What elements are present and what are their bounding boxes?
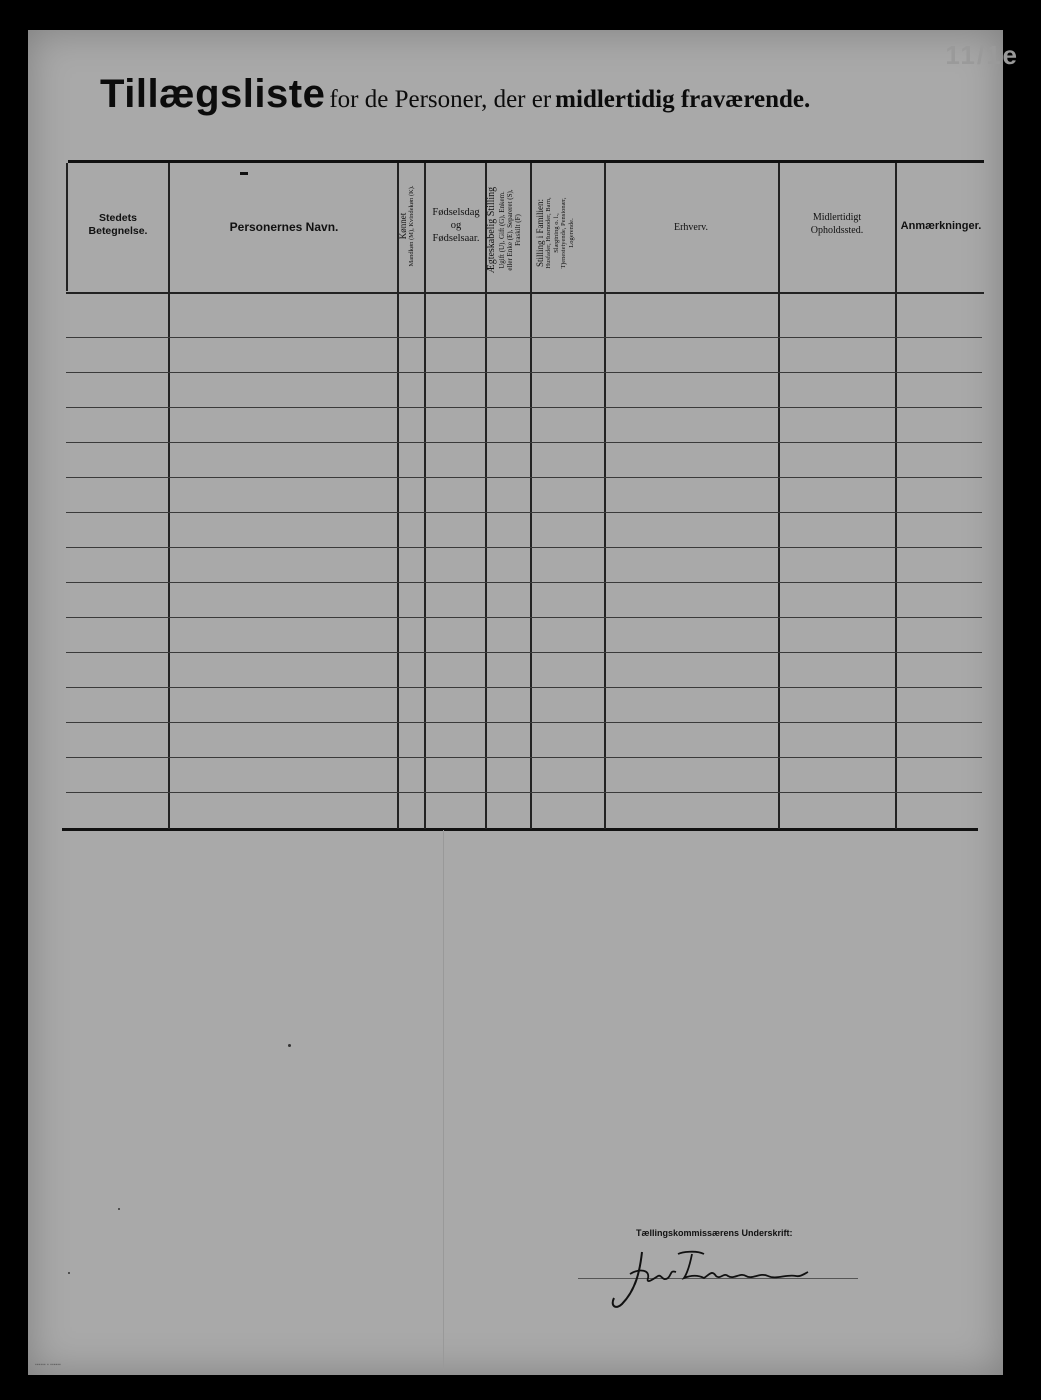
header-aegteskab-line1: Ægteskabelig Stilling bbox=[486, 186, 497, 274]
table-row-line bbox=[66, 407, 982, 408]
col-divider bbox=[895, 163, 897, 829]
header-anmaerkninger-line1: Anmærkninger. bbox=[900, 220, 982, 232]
table-row-line bbox=[66, 757, 982, 758]
header-kjonnet-line2: Mandkøn (M), Kvindekøn (K). bbox=[408, 185, 416, 267]
ink-dot bbox=[68, 1272, 70, 1274]
header-stilling-line4: Tjenestetyende, Pensionær, bbox=[560, 197, 568, 269]
header-erhverv bbox=[606, 222, 776, 235]
header-fodsel bbox=[426, 206, 486, 245]
header-stedets bbox=[70, 212, 166, 238]
header-stilling-line2: Husfader, Husmoder, Barn, bbox=[545, 197, 553, 269]
table-row-line bbox=[66, 617, 982, 618]
table-top-rule bbox=[68, 160, 984, 163]
header-opholdssted-line1: Midlertidigt bbox=[812, 212, 862, 223]
table-row-line bbox=[66, 442, 982, 443]
table-row-line bbox=[66, 687, 982, 688]
col-divider bbox=[604, 163, 606, 829]
ink-dot bbox=[288, 1044, 291, 1047]
paper-fold bbox=[443, 830, 444, 1370]
ink-mark bbox=[240, 172, 248, 175]
printer-mark: ▪▪▪▪▪▪ ▪ ▪▪▪▪▪▪ bbox=[35, 1362, 61, 1368]
col-divider bbox=[778, 163, 780, 829]
title-subtitle: for de Personer, der er bbox=[329, 86, 552, 113]
header-stedets-line1: Stedets bbox=[99, 212, 137, 224]
header-opholdssted-line2: Opholdssted. bbox=[810, 224, 864, 236]
header-navn-line1: Personernes Navn. bbox=[229, 220, 339, 234]
table-row-line bbox=[66, 792, 982, 793]
table-row-line bbox=[66, 722, 982, 723]
title-main: Tillægsliste bbox=[100, 72, 326, 116]
signature-handwriting bbox=[600, 1240, 820, 1325]
header-stedets-line2: Betegnelse. bbox=[88, 225, 148, 238]
header-fodsel-line2: og bbox=[450, 220, 462, 232]
header-stilling-line5: Logerende. bbox=[567, 218, 575, 248]
table-row-line bbox=[66, 652, 982, 653]
signature-label: Tællingskommissærens Underskrift: bbox=[636, 1228, 793, 1238]
col-divider bbox=[424, 163, 426, 829]
header-kjonnet bbox=[398, 166, 422, 286]
header-aegteskabelig bbox=[486, 170, 530, 290]
header-aegteskab-line3: eller Enke (E), Separeret (S), bbox=[505, 189, 514, 271]
header-fodsel-line3: Fødselsaar. bbox=[432, 233, 480, 245]
title-subtitle-bold: midlertidig fraværende. bbox=[555, 86, 811, 113]
table-row-line bbox=[66, 547, 982, 548]
header-opholdssted bbox=[780, 212, 894, 237]
col-divider bbox=[530, 163, 532, 829]
col-divider bbox=[66, 163, 68, 291]
table-row-line bbox=[66, 477, 982, 478]
header-anmaerkninger bbox=[896, 220, 986, 234]
table-row-line bbox=[66, 372, 982, 373]
header-navn bbox=[172, 220, 396, 235]
table-row-line bbox=[66, 512, 982, 513]
header-aegteskab-line2: Ugift (U), Gift (G), Enkem. bbox=[497, 191, 506, 269]
header-stilling-line3: Slægtning o. l., bbox=[552, 213, 560, 253]
signature-svg bbox=[600, 1240, 820, 1320]
header-bottom-rule bbox=[66, 292, 984, 294]
col-divider bbox=[168, 163, 170, 829]
header-stilling bbox=[535, 173, 601, 293]
header-fodsel-line1: Fødselsdag bbox=[432, 207, 480, 218]
header-kjonnet-line1: Kønnet bbox=[398, 212, 408, 240]
header-erhverv-line1: Erhverv. bbox=[673, 222, 709, 233]
header-aegteskab-line4: Fraskilt (F) bbox=[513, 214, 522, 246]
header-stilling-line1: Stilling i Familien: bbox=[535, 199, 545, 268]
table-row-line bbox=[66, 582, 982, 583]
table-row-line bbox=[66, 337, 982, 338]
ink-dot bbox=[118, 1208, 120, 1210]
form-title bbox=[100, 72, 810, 117]
table-bottom-rule bbox=[62, 828, 978, 831]
page-mark: 11/1e bbox=[945, 40, 1019, 70]
